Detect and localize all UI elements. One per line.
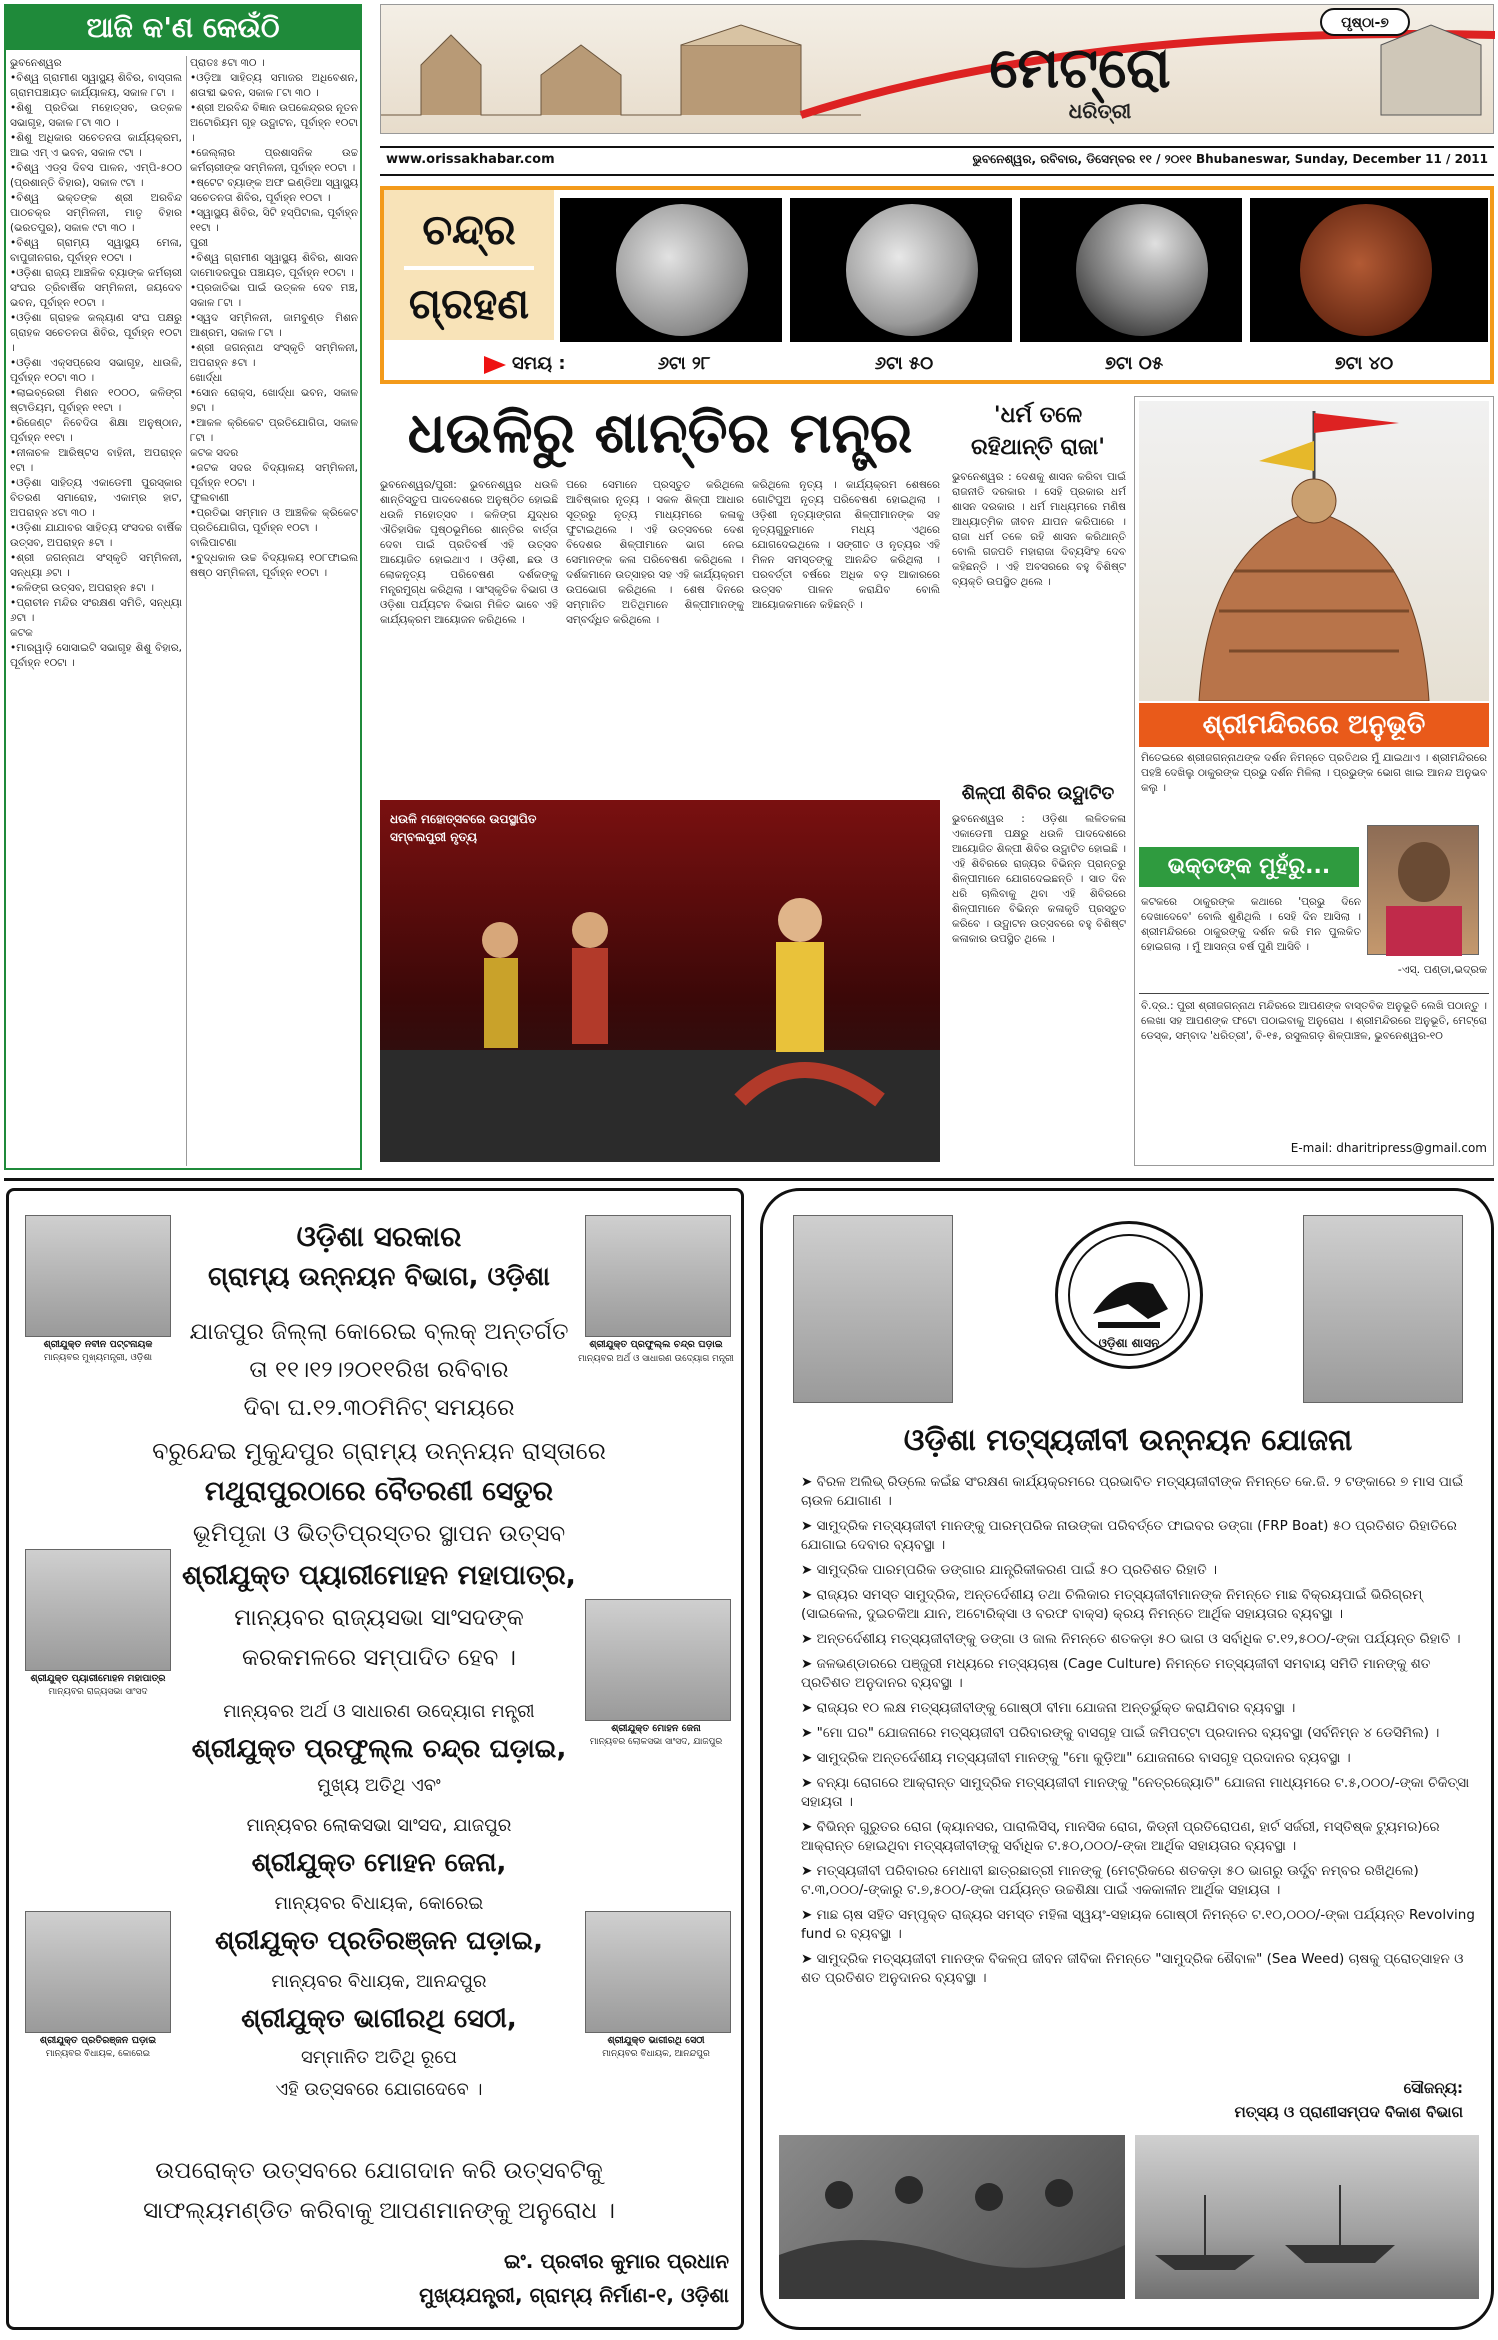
fisheries-title: ଓଡ଼ିଶା ମତ୍ସ୍ୟଜୀବୀ ଉନ୍ନୟନ ଯୋଜନା [903,1423,1353,1458]
moon-photo-3 [1020,198,1242,342]
moon-photo-1 [560,198,782,342]
ad-left-line21: ସମ୍ମାନିତ ଅତିଥି ରୂପେ [300,2047,458,2068]
ad-photo-3-role: ମାନ୍ୟବର ରାଜ୍ୟସଭା ସାଂସଦ [48,1687,148,1697]
courtesy-label: ସୌଜନ୍ୟ: [1403,2079,1463,2097]
dance-photo [380,800,940,1162]
fisheries-photo-1 [793,1215,953,1403]
moon-2 [846,204,978,336]
temple-email[interactable]: E-mail: dharitripress@gmail.com [1290,1141,1487,1155]
dateline: ଭୁବନେଶ୍ୱର, ରବିବାର, ଡିସେମ୍ବର ୧୧ / ୨୦୧୧ Bhubaneswar, Sunday, December 11 / 2011 [972,152,1488,166]
ad-left-line22: ଏହି ଉତ୍ସବରେ ଯୋଗଦେବେ । [275,2079,483,2100]
ad-left-line11: କରକମଳରେ ସମ୍ପାଦିତ ହେବ । [242,1645,516,1671]
ad-left-line3: ଯାଜପୁର ଜିଲ୍ଲା କୋରେଇ ବ୍ଲକ୍ ଅନ୍ତର୍ଗତ [189,1319,569,1345]
odisha-seal [1055,1221,1203,1369]
ad-left-line5: ଦିବା ଘ.୧୨.୩୦ମିନିଟ୍ ସମୟରେ [243,1395,515,1421]
main-story-col1: ଭୁବନେଶ୍ୱର/ପୁରୀ: ଭୁବନେଶ୍ୱର ଧଉଳି ଶାନ୍ତିସ୍ତୁପ ପାଦଦେଶରେ ଅନୁଷ୍ଠିତ ହୋଇଛି ଧଉଳି ମହୋତ୍ସବ । କଳିଙ୍ଗ ଯୁଦ୍ଧର ଐତିହାସିକ ପୃଷ୍ଠଭୂମିରେ ଶାନ୍ତିର ବାର୍ତ୍ତା ଦେବା ପାଇଁ ପ୍ରତିବର୍ଷ ଏହି ଉତ୍ସବ ଆୟୋଜିତ ହୋଇଥାଏ । ଓଡ଼ିଶୀ, ଛଉ ଓ ଲୋକନୃତ୍ୟ ପରିବେଷଣ ଦର୍ଶକଙ୍କୁ ମନ୍ତ୍ରମୁଗ୍ଧ କରିଥିଲା । ସାଂସ୍କୃତିକ ବିଭାଗ ଓ ଓଡ଼ିଶା ପର୍ଯ୍ୟଟନ ବିଭାଗ ମିଳିତ ଭାବେ ଏହି କାର୍ଯ୍ୟକ୍ରମ ଆୟୋଜନ କରିଥିଲେ । [380,479,558,626]
fisheries-item-3: ➤ ସାମୁଦ୍ରିକ ପାରମ୍ପରିକ ଡଙ୍ଗାର ଯାନ୍ତ୍ରିକୀକରଣ ପାଇଁ ୫୦ ପ୍ରତିଶତ ରିହାତି । [801,1562,1218,1578]
ad-photo-1-role: ମାନ୍ୟବର ମୁଖ୍ୟମନ୍ତ୍ରୀ, ଓଡ଼ିଶା [43,1353,153,1363]
temple-text: ମିତେଇରେ ଶ୍ରୀଜଗନ୍ନାଥଙ୍କ ଦର୍ଶନ ନିମନ୍ତେ ପ୍ରତିଥର ମୁଁ ଯାଇଥାଏ । ଶ୍ରୀମନ୍ଦିରରେ ପହଞ୍ଚି ଦେଖିଲୁ ଠାକୁରଙ୍କ ପ୍ରଭୁ ଦର୍ଶନ ମିଳିଲା । ପ୍ରଭୁଙ୍କ ଭୋଗ ଖାଇ ଆନନ୍ଦ ଅନୁଭବ କଲୁ । [1141,752,1487,794]
events-col2: ପ୍ରାତଃ ୫ଟା ୩୦ । •ଓଡ଼ିଆ ସାହିତ୍ୟ ସମାଜର ଅଧିବେଶନ, ଶତାବ୍ଦୀ ଭବନ, ସକାଳ ୮ଟା ୩୦ । •ଶ୍ରୀ ଅରବିନ୍ଦ ବିଜ୍ଞାନ ଉପକେନ୍ଦ୍ରର ନୂତନ ଅଟୋରିୟମ ଗୃହ ଉଦ୍ଘାଟନ, ପୂର୍ବାହ୍ନ ୧୦ଟା । •ଜେଲ୍ଲାର ପ୍ରଶାସନିକ ଉଚ୍ଚ କର୍ମଚାରୀଙ୍କ ସମ୍ମିଳନୀ, ପୂର୍ବାହ୍ନ ୧୦ଟା । •ଷ୍ଟେଟ ବ୍ୟାଙ୍କ ଅଫ ଇଣ୍ଡିଆ ସ୍ୱାସ୍ଥ୍ୟ ସଚେତନତା ଶିବିର, ପୂର୍ବାହ୍ନ ୧୦ଟା । •ସ୍ୱାସ୍ଥ୍ୟ ଶିବିର, ସିଟି ହସ୍ପିଟାଲ, ପୂର୍ବାହ୍ନ ୧୧ଟା । ପୁରୀ •ବିଶ୍ୱ ଗ୍ରାମୀଣ ସ୍ୱାସ୍ଥ୍ୟ ଶିବିର, ଶାସନ ଦାମୋଦରପୁର ପଞ୍ଚାୟତ, ପୂର୍ବାହ୍ନ ୧୦ଟା । •ପ୍ରଜାତିଭା ପାଇଁ ଉତ୍କଳ ଦେବ ମଞ୍ଚ, ସକାଳ ୮ଟା । •ସ୍ୱଦ ସମ୍ମିଳନୀ, ଜାମବୁଣ୍ଡ ମିଶନ ଆଶ୍ରମ, ସକାଳ ୮ଟା । •ଶ୍ରୀ ଜଗନ୍ନାଥ ସଂସ୍କୃତି ସମ୍ମିଳନୀ, ଅପରାହ୍ନ ୫ଟା । ଖୋର୍ଦ୍ଧା •ସୋନ ରୋକ୍ସ, ଖୋର୍ଦ୍ଧା ଭବନ, ସକାଳ ୭ଟା । •ଆକଳ କ୍ରିକେଟ ପ୍ରତିଯୋଗିତା, ସକାଳ ୮ଟା । କଟକ ସଦର •ଜଟକ ସଦର ବିଦ୍ୟାଳୟ ସମ୍ମିଳନୀ, ପୂର୍ବାହ୍ନ ୧୦ଟା । ଫୁଲବାଣୀ •ପ୍ରତିଭା ସମ୍ମାନ ଓ ଆଞ୍ଚଳିକ କ୍ରିକେଟ ପ୍ରତିଯୋଗିତା, ପୂର୍ବାହ୍ନ ୧୦ଟା । ବାଲିପାଟଣା •ବୁଦ୍ଧକାଳ ଉଚ୍ଚ ବିଦ୍ୟାଳୟ ୧୦୮ଫାଇଲ ଷଷ୍ଠ ସମ୍ମିଳନୀ, ପୂର୍ବାହ୍ନ ୧୦ଟା । [190,57,358,579]
quote-author: -ଏସ୍. ପଣ୍ଡା,ଭଦ୍ରକ [1397,963,1487,976]
ad-photo-5 [25,1911,171,2033]
fisheries-ad [760,1188,1494,2330]
fisheries-item-5: ➤ ଅନ୍ତର୍ଦେଶୀୟ ମତ୍ସ୍ୟଜୀବୀଙ୍କୁ ଡଙ୍ଗା ଓ ଜାଲ ନିମନ୍ତେ ଶତକଡ଼ା ୫୦ ଭାଗ ଓ ସର୍ବାଧିକ ଟ.୧୨,୫୦୦/-ଙ୍କା ପର୍ଯ୍ୟନ୍ତ ରିହାତି । [801,1631,1461,1647]
eclipse-time-4: ୭ଟା ୪୦ [1334,353,1394,374]
events-col1: ଭୁବନେଶ୍ୱର •ବିଶ୍ୱ ଗ୍ରାମୀଣ ସ୍ୱାସ୍ଥ୍ୟ ଶିବିର, ବାସ୍ତାଲ ଗ୍ରାମପଞ୍ଚାୟତ କାର୍ଯ୍ୟାଳୟ, ସକାଳ ୮ଟା । •ଶିଶୁ ପ୍ରତିଭା ମହୋତ୍ସବ, ଉତ୍କଳ ସଭାଗୃହ, ସକାଳ ୮ଟା ୩୦ । •ଶିଶୁ ଅଧିକାର ସଚେତନତା କାର୍ଯ୍ୟକ୍ରମ, ଆଇ ଏମ୍ ଏ ଭବନ, ସକାଳ ୯ଟା । •ବିଶ୍ୱ ଏଡ୍ସ ଦିବସ ପାଳନ, ଏମ୍ପି-୫୦୦ (ପ୍ରଶାନ୍ତି ବିହାର), ସକାଳ ୯ଟା । •ବିଶ୍ୱ ଭକ୍ତଙ୍କ ଶ୍ରୀ ଅରବିନ୍ଦ ପାଠଚକ୍ର ସମ୍ମିଳନୀ, ମାତୃ ବିହାର (ଭରତପୁର), ସକାଳ ୯ଟା ୩୦ । •ବିଶ୍ୱ ଗ୍ରାମ୍ୟ ସ୍ୱାସ୍ଥ୍ୟ ମେଳା, ବାପୁଜୀନଗର, ପୂର୍ବାହ୍ନ ୧୦ଟା । •ଓଡ଼ିଶା ରାଜ୍ୟ ଆଞ୍ଚଳିକ ବ୍ୟାଙ୍କ କର୍ମଚାରୀ ସଂଘର ତ୍ରିବାର୍ଷିକ ସମ୍ମିଳନୀ, ଜୟଦେବ ଭବନ, ପୂର୍ବାହ୍ନ ୧୦ଟା । •ଓଡ଼ିଶା ଗ୍ରାହକ କଲ୍ୟାଣ ସଂଘ ପକ୍ଷରୁ ଗ୍ରାହକ ସଚେତନତା ଶିବିର, ପୂର୍ବାହ୍ନ ୧୦ଟା । •ଓଡ଼ିଶା ଏକ୍ସପ୍ରେସ ସଭାଗୃହ, ଧାଉଳି, ପୂର୍ବାହ୍ନ ୧୦ଟା ୩୦ । •ଲାଇବ୍ରେରୀ ମିଶନ ୧୦୦୦, କଳିଙ୍ଗ ଷ୍ଟାଡିୟମ, ପୂର୍ବାହ୍ନ ୧୧ଟା । •ରିଜେଣ୍ଟ ନିବେଦିତା ଶିକ୍ଷା ଅନୁଷ୍ଠାନ, ପୂର୍ବାହ୍ନ ୧୧ଟା । •ନୀଳାଚଳ ଆରିଷ୍ଟସ ବାହିନୀ, ଅପରାହ୍ନ ୧ଟା । •ଓଡ଼ିଶା ସାହିତ୍ୟ ଏକାଡେମୀ ପୁରସ୍କାର ବିତରଣ ସମାରୋହ, ଏକାମ୍ର ହାଟ, ଅପରାହ୍ନ ୪ଟା ୩୦ । •ଓଡ଼ିଶା ଯାଯାବର ସାହିତ୍ୟ ସଂସଦର ବାର୍ଷିକ ଉତ୍ସବ, ଅପରାହ୍ନ ୫ଟା । •ଶ୍ରୀ ଜଗନ୍ନାଥ ସଂସ୍କୃତି ସମ୍ମିଳନୀ, ସନ୍ଧ୍ୟା ୬ଟା । •କଳିଙ୍ଗ ଉତ୍ସବ, ଅପରାହ୍ନ ୫ଟା । •ପ୍ରାଚୀନ ମନ୍ଦିର ସଂରକ୍ଷଣ ସମିତି, ସନ୍ଧ୍ୟା ୬ଟା । କଟକ •ମାରୱାଡ଼ି ସୋସାଇଟି ସଭାଗୃହ ଶିଶୁ ବିହାର, ପୂର୍ବାହ୍ନ ୧୦ଟା । [10,57,182,669]
boats-photo [1135,2135,1479,2299]
courtesy-dept: ମତ୍ସ୍ୟ ଓ ପ୍ରାଣୀସମ୍ପଦ ବିକାଶ ବିଭାଗ [1234,2103,1463,2121]
paper-name: ମେଟ୍ରୋ [989,36,1171,101]
temple-footer: ବି.ଦ୍ର.: ପୁରୀ ଶ୍ରୀଜଗନ୍ନାଥ ମନ୍ଦିରରେ ଆପଣଙ୍କ ବାସ୍ତବିକ ଅନୁଭୂତି ଲେଖି ପଠାନ୍ତୁ । ଲେଖା ସହ ଆପଣଙ୍କ ଫଟୋ ପଠାଇବାକୁ ଅନୁରୋଧ । ଶ୍ରୀମନ୍ଦିରରେ ଅନୁଭୂତି, ମେଟ୍ରୋ ଡେସ୍କ, ସମ୍ବାଦ 'ଧରିତ୍ରୀ', ବି-୧୫, ରସୁଲଗଡ଼ ଶିଳ୍ପାଞ୍ଚଳ, ଭୁବନେଶ୍ୱର-୧୦ [1141,1000,1487,1042]
ad-photo-5-name: ଶ୍ରୀଯୁକ୍ତ ପ୍ରତିରଞ୍ଜନ ଘଡ଼ାଇ [39,2035,157,2046]
fisheries-item-1: ➤ ବିରଳ ଅଲିଭ୍ ରିଡ୍ଲେ କଇଁଛ ସଂରକ୍ଷଣ କାର୍ଯ୍ୟକ୍ରମରେ ପ୍ରଭାବିତ ମତ୍ସ୍ୟଜୀବୀଙ୍କ ନିମନ୍ତେ କେ.ଜି. ୨ ଟଙ୍କାରେ ୭ ମାସ ପାଇଁ ଚାଉଳ ଯୋଗାଣ । [801,1474,1464,1509]
ad-left-line14: ମୁଖ୍ୟ ଅତିଥି ଏବଂ [317,1775,441,1796]
fisheries-item-4: ➤ ରାଜ୍ୟର ସମସ୍ତ ସାମୁଦ୍ରିକ, ଅନ୍ତର୍ଦେଶୀୟ ତଥା ଚିଲିକାର ମତ୍ସ୍ୟଜୀବୀମାନଙ୍କ ନିମନ୍ତେ ମାଛ ବିକ୍ରୟପାଇଁ ଭିରିଗ୍ରମ୍ (ସାଇକେଲ, ଦୁଇଚକିଆ ଯାନ, ଅଟୋରିକ୍ସା ଓ ବରଫ ବାକ୍ସ) କ୍ରୟ ନିମନ୍ତେ ଆର୍ଥିକ ସହାୟତାର ବ୍ୟବସ୍ଥା । [801,1587,1423,1622]
ad-left-line15: ମାନ୍ୟବର ଲୋକସଭା ସାଂସଦ, ଯାଜପୁର [246,1815,512,1836]
fisheries-item-11: ➤ ବିଭିନ୍ନ ଗୁରୁତର ରୋଗ (କ୍ୟାନସର, ପାରାଲିସିସ୍, ମାନସିକ ରୋଗ, କିଡ୍ନୀ ପ୍ରତିରୋପଣ, ହାର୍ଟ ସର୍ଜରୀ, ମସ୍ତିଷ୍କ ଟ୍ୟୁମର)ରେ ଆକ୍ରାନ୍ତ ହୋଇଥିବା ମତ୍ସ୍ୟଜୀବୀଙ୍କୁ ସର୍ବାଧିକ ଟ.୫୦,୦୦୦/-ଙ୍କା ଆର୍ଥିକ ସହାୟତାର ବ୍ୟବସ୍ଥା । [801,1819,1440,1854]
ad-photo-1-name: ଶ୍ରୀଯୁକ୍ତ ନବୀନ ପଟ୍ଟନାୟକ [43,1339,153,1350]
moon-photo-2 [790,198,1012,342]
fisheries-item-10: ➤ ବନ୍ୟା ରୋଗରେ ଆକ୍ରାନ୍ତ ସାମୁଦ୍ରିକ ମତ୍ସ୍ୟଜୀବୀ ମାନଙ୍କୁ "ନେତ୍ରଜ୍ୟୋତି" ଯୋଜନା ମାଧ୍ୟମରେ ଟ.୫,୦୦୦/-ଙ୍କା ଚିକିତ୍ସା ସହାୟତା । [801,1775,1470,1810]
fisheries-item-13: ➤ ମାଛ ଚାଷ ସହିତ ସମ୍ପୃକ୍ତ ରାଜ୍ୟର ସମସ୍ତ ମହିଳା ସ୍ୱୟଂ-ସହାୟକ ଗୋଷ୍ଠୀ ନିମନ୍ତେ ଟ.୧୦,୦୦୦/-ଙ୍କା ପର୍ଯ୍ୟନ୍ତ Revolving fund ର ବ୍ୟବସ୍ଥା । [801,1907,1475,1942]
ad-left-sign1: ଇଂ. ପ୍ରବୀର କୁମାର ପ୍ରଧାନ [503,2249,729,2273]
ad-left-line8: ଭୂମିପୂଜା ଓ ଭିତ୍ତିପ୍ରସ୍ତର ସ୍ଥାପନ ଉତ୍ସବ [192,1521,566,1547]
paper-subname: ଧରିତ୍ରୀ [1068,99,1132,123]
ad-left-line2: ଗ୍ରାମ୍ୟ ଉନ୍ନୟନ ବିଭାଗ, ଓଡ଼ିଶା [208,1262,550,1292]
main-story-col3: କରିଥିଲେ ନୃତ୍ୟ । କାର୍ଯ୍ୟକ୍ରମ ଶେଷରେ ଗୋଟିପୁଅ ନୃତ୍ୟ ପରିବେଷଣ ହୋଇଥିଲା । ଓଡ଼ିଶୀ ନୃତ୍ୟାଙ୍ଗନା ଶିଳ୍ପୀମାନଙ୍କ ସହ ନୃତ୍ୟଗୁରୁମାନେ ମଧ୍ୟ ଏଥିରେ ଯୋଗଦେଇଥିଲେ । ସଙ୍ଗୀତ ଓ ନୃତ୍ୟର ଏହି ମିଳନ ସମସ୍ତଙ୍କୁ ଆନନ୍ଦିତ କରିଥିଲା । ପରବର୍ତ୍ତୀ ବର୍ଷରେ ଅଧିକ ବଡ଼ ଆକାରରେ ଉତ୍ସବ ପାଳନ କରାଯିବ ବୋଲି ଆୟୋଜକମାନେ କହିଛନ୍ତି । [752,479,940,611]
ad-left-line17: ମାନ୍ୟବର ବିଧାୟକ, କୋରେଇ [274,1893,484,1914]
ad-left-line19: ମାନ୍ୟବର ବିଧାୟକ, ଆନନ୍ଦପୁର [271,1971,487,1992]
ad-photo-4 [585,1599,731,1721]
ad-left-line23: ଉପରୋକ୍ତ ଉତ୍ସବରେ ଯୋଗଦାନ କରି ଉତ୍ସବଟିକୁ [155,2158,603,2184]
events-title: ଆଜି କ'ଣ କେଉଁଠି [6,6,360,50]
eclipse-title [384,190,554,340]
ad-left-line16: ଶ୍ରୀଯୁକ୍ତ ମୋହନ ଜେନା, [251,1848,507,1878]
ad-photo-5-role: ମାନ୍ୟବର ବିଧାୟକ, କୋରେଇ [45,2049,151,2059]
ad-left-sign2: ମୁଖ୍ୟଯନ୍ତ୍ରୀ, ଗ୍ରାମ୍ୟ ନିର୍ମାଣ-୧, ଓଡ଼ିଶା [419,2283,729,2307]
eclipse-title-line1: ଚନ୍ଦ୍ର [422,205,516,254]
eclipse-time-label: ସମୟ : [512,353,566,374]
devotee-photo [1367,825,1479,955]
rural-dev-ad [6,1188,744,2330]
ad-photo-4-role: ମାନ୍ୟବର ଲୋକସଭା ସାଂସଦ, ଯାଜପୁର [589,1737,723,1747]
ad-left-line24: ସାଫଲ୍ୟମଣ୍ଡିତ କରିବାକୁ ଆପଣମାନଙ୍କୁ ଅନୁରୋଧ । [143,2198,615,2224]
dateline-bar [380,146,1494,176]
events-column [4,4,362,1170]
fisheries-item-6: ➤ ଜଳଭଣ୍ଡାରରେ ପଞ୍ଜୁରୀ ମଧ୍ୟରେ ମତ୍ସ୍ୟଚାଷ (Cage Culture) ନିମନ୍ତେ ମତ୍ସ୍ୟଜୀବୀ ସମବାୟ ସମିତି ମାନଙ୍କୁ ଶତ ପ୍ରତିଶତ ଅନୁଦାନର ବ୍ୟବସ୍ଥା । [801,1656,1431,1691]
ad-photo-2 [585,1215,731,1337]
main-headline: ଧଉଳିରୁ ଶାନ୍ତିର ମନ୍ତ୍ର [407,401,913,466]
ad-left-line20: ଶ୍ରୀଯୁକ୍ତ ଭାଗୀରଥି ସେଠୀ, [241,2004,517,2034]
moon-3 [1076,204,1208,336]
arrow-icon [484,356,506,374]
quote-title: ଭକ୍ତଙ୍କ ମୁହଁରୁ... [1139,847,1359,887]
masthead [380,4,1494,134]
fisheries-item-9: ➤ ସାମୁଦ୍ରିକ ଅନ୍ତର୍ଦେଶୀୟ ମତ୍ସ୍ୟଜୀବୀ ମାନଙ୍କୁ "ମୋ କୁଡ଼ିଆ" ଯୋଜନାରେ ବାସଗୃହ ପ୍ରଦାନର ବ୍ୟବସ୍ଥା । [801,1750,1351,1766]
ad-photo-4-name: ଶ୍ରୀଯୁକ୍ତ ମୋହନ ଜେନା [611,1723,701,1734]
ad-photo-3 [25,1549,171,1671]
fisheries-list [777,1473,1475,2073]
ad-left-line6: ବରୁନ୍ଦେଇ ମୁକୁନ୍ଦପୁର ଗ୍ରାମ୍ୟ ଉନ୍ନୟନ ରାସ୍ତାରେ [152,1437,606,1465]
website-link[interactable]: www.orissakhabar.com [386,152,555,167]
ad-left-line18: ଶ୍ରୀଯୁକ୍ତ ପ୍ରତିରଞ୍ଜନ ଘଡ଼ାଇ, [215,1926,543,1956]
fisheries-item-7: ➤ ରାଜ୍ୟର ୧୦ ଲକ୍ଷ ମତ୍ସ୍ୟଜୀବୀଙ୍କୁ ଗୋଷ୍ଠୀ ବୀମା ଯୋଜନା ଅନ୍ତର୍ଭୁକ୍ତ କରାଯିବାର ବ୍ୟବସ୍ଥା । [801,1700,1296,1716]
fisheries-item-12: ➤ ମତ୍ସ୍ୟଜୀବୀ ପରିବାରର ମେଧାବୀ ଛାତ୍ରଛାତ୍ରୀ ମାନଙ୍କୁ (ମେଟ୍ରିକରେ ଶତକଡ଼ା ୫୦ ଭାଗରୁ ଊର୍ଦ୍ଧ୍ବ ନମ୍ବର ରଖିଥିଲେ) ଟ.୩,୦୦୦/-ଙ୍କାରୁ ଟ.୭,୫୦୦/-ଙ୍କା ପର୍ଯ୍ୟନ୍ତ ଉଚ୍ଚଶିକ୍ଷା ପାଇଁ ଏକକାଳୀନ ଆର୍ଥିକ ସହାୟତା । [801,1863,1419,1898]
ad-left-line4: ତା ୧୧।୧୨।୨୦୧୧ରିଖ ରବିବାର [249,1357,509,1383]
side-headline-2: ରହିଥାନ୍ତି ରାଜା' [971,435,1105,460]
ad-photo-2-name: ଶ୍ରୀଯୁକ୍ତ ପ୍ରଫୁଲ୍ଲ ଚନ୍ଦ୍ର ଘଡ଼ାଇ [589,1339,723,1350]
page-label: ପୃଷ୍ଠା-୭ [1320,8,1410,36]
eclipse-title-line2: ଗ୍ରହଣ [408,279,530,328]
moon-photo-4 [1250,198,1488,342]
moon-1 [616,204,748,336]
ad-left-line1: ଓଡ଼ିଶା ସରକାର [296,1220,462,1253]
fisheries-item-8: ➤ "ମୋ ଘର" ଯୋଜନାରେ ମତ୍ସ୍ୟଜୀବୀ ପରିବାରଙ୍କୁ ବାସଗୃହ ପାଇଁ ଜମିପଟ୍ଟା ପ୍ରଦାନର ବ୍ୟବସ୍ଥା (ସର୍ବନିମ୍ନ ୪ ଡେସିମିଲ) । [801,1725,1440,1741]
ad-left-line12: ମାନ୍ୟବର ଅର୍ଥ ଓ ସାଧାରଣ ଉଦ୍ୟୋଗ ମନ୍ତ୍ରୀ [223,1701,535,1722]
ad-photo-2-role: ମାନ୍ୟବର ଅର୍ଥ ଓ ସାଧାରଣ ଉଦ୍ୟୋଗ ମନ୍ତ୍ରୀ [578,1354,734,1364]
ad-photo-3-name: ଶ୍ରୀଯୁକ୍ତ ପ୍ୟାରୀମୋହନ ମହାପାତ୍ର [30,1673,166,1684]
quote-text: କଟକରେ ଠାକୁରଙ୍କ କଥାରେ 'ପ୍ରଭୁ ଦିନେ ଦେଖାଦେବେ' ବୋଲି ଶୁଣିଥିଲି । ସେହି ଦିନ ଆସିଲା । ଶ୍ରୀମନ୍ଦିରରେ ଠାକୁରଙ୍କୁ ଦର୍ଶନ କରି ମନ ପୁଲକିତ ହୋଇଗଲା । ମୁଁ ଆସନ୍ତା ବର୍ଷ ପୁଣି ଆସିବି । [1141,896,1361,953]
ad-left-line9: ଶ୍ରୀଯୁକ୍ତ ପ୍ୟାରୀମୋହନ ମହାପାତ୍ର, [182,1560,576,1591]
ad-photo-6-name: ଶ୍ରୀଯୁକ୍ତ ଭାଗୀରଥି ସେଠୀ [607,2035,705,2046]
fisheries-photo-2 [1303,1215,1463,1403]
fishermen-photo [779,2135,1125,2299]
dance-photo-caption: ଧଉଳି ମହୋତ୍ସବରେ ଉପସ୍ଥାପିତ ସମ୍ବଲପୁରୀ ନୃତ୍ୟ [390,812,537,844]
side-headline-1: 'ଧର୍ମ ତଳେ [993,403,1083,428]
side-sub-text: ଭୁବନେଶ୍ୱର : ଓଡ଼ିଶା ଲଳିତକଳା ଏକାଡେମୀ ପକ୍ଷରୁ ଧଉଳି ପାଦଦେଶରେ ଆୟୋଜିତ ଶିଳ୍ପୀ ଶିବିର ଉଦ୍ଘାଟିତ ହୋଇଛି । ଏହି ଶିବିରରେ ରାଜ୍ୟର ବିଭିନ୍ନ ପ୍ରାନ୍ତରୁ ଶିଳ୍ପୀମାନେ ଯୋଗଦେଇଛନ୍ତି । ସାତ ଦିନ ଧରି ଚାଲିବାକୁ ଥିବା ଏହି ଶିବିରରେ ଶିଳ୍ପୀମାନେ ବିଭିନ୍ନ କଳାକୃତି ପ୍ରସ୍ତୁତ କରିବେ । ଉଦ୍ଘାଟନ ଉତ୍ସବରେ ବହୁ ବିଶିଷ୍ଟ କଳାକାର ଉପସ୍ଥିତ ଥିଲେ । [952,813,1126,945]
ad-left-line10: ମାନ୍ୟବର ରାଜ୍ୟସଭା ସାଂସଦଙ୍କ [234,1605,524,1631]
temple-box [1134,396,1494,1166]
ad-photo-1 [25,1215,171,1337]
ad-photo-6 [585,1911,731,2033]
moon-4 [1300,204,1432,336]
eclipse-box [380,186,1494,384]
side-subheadline: ଶିଳ୍ପୀ ଶିବିର ଉଦ୍ଘାଟିତ [961,783,1115,804]
main-story-col2: ପରେ ସେମାନେ ପ୍ରସ୍ତୁତ କରିଥିଲେ ଆବିଷ୍କାର ନୃତ୍ୟ । ସକଳ ଶିଳ୍ପୀ ଆଧାର ସୂତ୍ରରୁ ନୃତ୍ୟ ମାଧ୍ୟମରେ କଳାକୁ ଫୁଟାଇଥିଲେ । ଏହି ଉତ୍ସବରେ ଦେଶ ବିଦେଶର ଶିଳ୍ପୀମାନେ ଭାଗ ନେଇ ସେମାନଙ୍କ କଳା ପରିବେଷଣ କରିଥିଲେ । ଦର୍ଶକମାନେ ଉତ୍ସାହର ସହ ଏହି କାର୍ଯ୍ୟକ୍ରମ ଉପଭୋଗ କରିଥିଲେ । ଶେଷ ଦିନରେ ସମ୍ମାନିତ ଅତିଥିମାନେ ଶିଳ୍ପୀମାନଙ୍କୁ ସମ୍ବର୍ଦ୍ଧିତ କରିଥିଲେ । [566,479,744,626]
seal-text: ଓଡ଼ିଶା ଶାସନ [1098,1336,1160,1350]
eclipse-time-2: ୬ଟା ୫୦ [874,353,934,374]
eclipse-time-3: ୭ଟା ୦୫ [1104,353,1164,374]
temple-photo [1139,401,1489,701]
ad-left-line13: ଶ୍ରୀଯୁକ୍ତ ପ୍ରଫୁଲ୍ଲ ଚନ୍ଦ୍ର ଘଡ଼ାଇ, [191,1734,567,1764]
fisheries-item-14: ➤ ସାମୁଦ୍ରିକ ମତ୍ସ୍ୟଜୀବୀ ମାନଙ୍କ ବିକଳ୍ପ ଜୀବନ ଜୀବିକା ନିମନ୍ତେ "ସାମୁଦ୍ରିକ ଶୈବାଳ" (Sea Weed) ଚାଷକୁ ପ୍ରୋତ୍ସାହନ ଓ ଶତ ପ୍ରତିଶତ ଅନୁଦାନର ବ୍ୟବସ୍ଥା । [801,1951,1464,1986]
ad-photo-6-role: ମାନ୍ୟବର ବିଧାୟକ, ଆନନ୍ଦପୁର [602,2049,710,2059]
side-story-text: ଭୁବନେଶ୍ୱର : ଦେଶକୁ ଶାସନ କରିବା ପାଇଁ ରାଜନୀତି ଦରକାର । ସେହି ପ୍ରକାର ଧର୍ମ ଶାସନ ଦରକାର । ଧର୍ମ ମାଧ୍ୟମରେ ମଣିଷ ଆଧ୍ୟାତ୍ମିକ ଜୀବନ ଯାପନ କରିପାରେ । ରାଜା ଧର୍ମ ତଳେ ରହି ଶାସନ କରିଥାନ୍ତି ବୋଲି ଗଜପତି ମହାରାଜା ଦିବ୍ୟସିଂହ ଦେବ କହିଛନ୍ତି । ଏହି ଅବସରରେ ବହୁ ବିଶିଷ୍ଟ ବ୍ୟକ୍ତି ଉପସ୍ଥିତ ଥିଲେ । [952,471,1126,588]
temple-banner: ଶ୍ରୀମନ୍ଦିରରେ ଅନୁଭୂତି [1139,703,1489,747]
fisheries-item-2: ➤ ସାମୁଦ୍ରିକ ମତ୍ସ୍ୟଜୀବୀ ମାନଙ୍କୁ ପାରମ୍ପରିକ ନାଉଙ୍କା ପରିବର୍ତ୍ତେ ଫାଇବର ଡଙ୍ଗା (FRP Boat) ୫୦ ପ୍ରତିଶତ ରିହାତିରେ ଯୋଗାଇ ଦେବାର ବ୍ୟବସ୍ଥା । [801,1518,1457,1553]
eclipse-time-1: ୬ଟା ୨୮ [657,353,711,374]
ad-left-line7: ମଥୁରାପୁରଠାରେ ବୈତରଣୀ ସେତୁର [204,1476,554,1507]
